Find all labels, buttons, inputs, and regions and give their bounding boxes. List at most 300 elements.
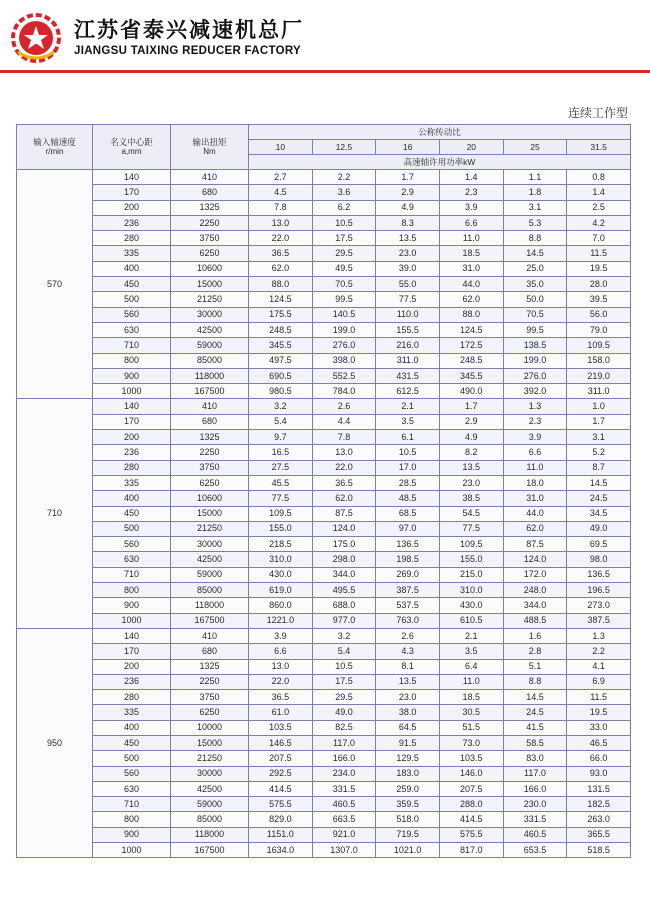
power-cell: 46.5 bbox=[567, 735, 631, 750]
power-cell: 24.5 bbox=[567, 491, 631, 506]
power-cell: 663.5 bbox=[312, 812, 376, 827]
power-cell: 495.5 bbox=[312, 583, 376, 598]
power-cell: 70.5 bbox=[503, 307, 567, 322]
torque-cell: 167500 bbox=[171, 613, 249, 628]
power-cell: 430.0 bbox=[249, 567, 313, 582]
power-cell: 88.0 bbox=[439, 307, 503, 322]
power-cell: 1.3 bbox=[567, 628, 631, 643]
table-row bbox=[17, 215, 631, 230]
center-distance-cell: 335 bbox=[93, 475, 171, 490]
header-center-distance-unit: a,mm bbox=[121, 147, 142, 157]
power-cell: 182.5 bbox=[567, 797, 631, 812]
table-body bbox=[17, 170, 631, 858]
torque-cell: 2250 bbox=[171, 674, 249, 689]
header-output-torque-unit: Nm bbox=[203, 147, 216, 157]
power-cell: 8.3 bbox=[376, 215, 440, 230]
power-cell: 6.6 bbox=[439, 215, 503, 230]
power-cell: 6.4 bbox=[439, 659, 503, 674]
center-distance-cell: 335 bbox=[93, 705, 171, 720]
power-cell: 387.5 bbox=[376, 583, 440, 598]
power-cell: 288.0 bbox=[439, 797, 503, 812]
center-distance-cell: 560 bbox=[93, 766, 171, 781]
power-cell: 1151.0 bbox=[249, 827, 313, 842]
power-cell: 1634.0 bbox=[249, 843, 313, 858]
torque-cell: 118000 bbox=[171, 827, 249, 842]
power-cell: 138.5 bbox=[503, 338, 567, 353]
table-row bbox=[17, 628, 631, 643]
power-cell: 124.0 bbox=[312, 521, 376, 536]
power-cell: 146.5 bbox=[249, 735, 313, 750]
power-cell: 13.0 bbox=[249, 659, 313, 674]
torque-cell: 680 bbox=[171, 644, 249, 659]
power-cell: 4.9 bbox=[439, 430, 503, 445]
torque-cell: 2250 bbox=[171, 445, 249, 460]
torque-cell: 30000 bbox=[171, 307, 249, 322]
power-cell: 2.9 bbox=[376, 185, 440, 200]
power-cell: 109.5 bbox=[439, 537, 503, 552]
power-cell: 980.5 bbox=[249, 384, 313, 399]
power-cell: 0.8 bbox=[567, 170, 631, 185]
center-distance-cell: 560 bbox=[93, 537, 171, 552]
power-cell: 518.0 bbox=[376, 812, 440, 827]
power-cell: 158.0 bbox=[567, 353, 631, 368]
torque-cell: 30000 bbox=[171, 766, 249, 781]
power-cell: 215.0 bbox=[439, 567, 503, 582]
power-cell: 13.0 bbox=[249, 215, 313, 230]
power-cell: 109.5 bbox=[249, 506, 313, 521]
torque-cell: 680 bbox=[171, 185, 249, 200]
power-cell: 36.5 bbox=[312, 475, 376, 490]
power-cell: 36.5 bbox=[249, 690, 313, 705]
power-cell: 17.0 bbox=[376, 460, 440, 475]
power-cell: 688.0 bbox=[312, 598, 376, 613]
power-cell: 73.0 bbox=[439, 735, 503, 750]
power-cell: 31.0 bbox=[503, 491, 567, 506]
center-distance-cell: 236 bbox=[93, 445, 171, 460]
power-cell: 166.0 bbox=[503, 781, 567, 796]
power-cell: 387.5 bbox=[567, 613, 631, 628]
table-row bbox=[17, 460, 631, 475]
power-cell: 4.9 bbox=[376, 200, 440, 215]
power-cell: 1.0 bbox=[567, 399, 631, 414]
power-cell: 3.5 bbox=[376, 414, 440, 429]
power-cell: 91.5 bbox=[376, 735, 440, 750]
power-cell: 124.5 bbox=[439, 322, 503, 337]
power-cell: 6.6 bbox=[503, 445, 567, 460]
power-cell: 19.5 bbox=[567, 261, 631, 276]
center-distance-cell: 1000 bbox=[93, 613, 171, 628]
table-row bbox=[17, 200, 631, 215]
power-cell: 414.5 bbox=[249, 781, 313, 796]
power-cell: 39.5 bbox=[567, 292, 631, 307]
power-cell: 1221.0 bbox=[249, 613, 313, 628]
table-row bbox=[17, 690, 631, 705]
torque-cell: 59000 bbox=[171, 567, 249, 582]
torque-cell: 10600 bbox=[171, 261, 249, 276]
table-row bbox=[17, 812, 631, 827]
power-cell: 29.5 bbox=[312, 690, 376, 705]
table-row bbox=[17, 292, 631, 307]
power-cell: 14.5 bbox=[503, 690, 567, 705]
power-cell: 430.0 bbox=[439, 598, 503, 613]
ratio-header: 10 bbox=[249, 140, 313, 155]
power-cell: 16.5 bbox=[249, 445, 313, 460]
power-cell: 1.4 bbox=[567, 185, 631, 200]
power-cell: 2.6 bbox=[376, 628, 440, 643]
power-cell: 414.5 bbox=[439, 812, 503, 827]
torque-cell: 42500 bbox=[171, 322, 249, 337]
center-distance-cell: 200 bbox=[93, 659, 171, 674]
power-cell: 218.5 bbox=[249, 537, 313, 552]
torque-cell: 21250 bbox=[171, 751, 249, 766]
power-cell: 110.0 bbox=[376, 307, 440, 322]
input-speed-cell: 570 bbox=[17, 170, 93, 399]
power-cell: 136.5 bbox=[567, 567, 631, 582]
power-cell: 817.0 bbox=[439, 843, 503, 858]
center-distance-cell: 170 bbox=[93, 185, 171, 200]
input-speed-cell: 950 bbox=[17, 628, 93, 857]
table-row bbox=[17, 445, 631, 460]
power-cell: 13.5 bbox=[376, 674, 440, 689]
power-cell: 82.5 bbox=[312, 720, 376, 735]
center-distance-cell: 900 bbox=[93, 598, 171, 613]
power-cell: 83.0 bbox=[503, 751, 567, 766]
center-distance-cell: 1000 bbox=[93, 843, 171, 858]
power-cell: 109.5 bbox=[567, 338, 631, 353]
torque-cell: 118000 bbox=[171, 598, 249, 613]
power-cell: 207.5 bbox=[439, 781, 503, 796]
power-cell: 331.5 bbox=[312, 781, 376, 796]
power-cell: 1.7 bbox=[567, 414, 631, 429]
torque-cell: 167500 bbox=[171, 843, 249, 858]
power-cell: 207.5 bbox=[249, 751, 313, 766]
power-cell: 28.0 bbox=[567, 277, 631, 292]
power-cell: 398.0 bbox=[312, 353, 376, 368]
power-cell: 79.0 bbox=[567, 322, 631, 337]
table-row bbox=[17, 766, 631, 781]
power-cell: 8.7 bbox=[567, 460, 631, 475]
table-row bbox=[17, 322, 631, 337]
table-row bbox=[17, 705, 631, 720]
power-cell: 41.5 bbox=[503, 720, 567, 735]
power-cell: 331.5 bbox=[503, 812, 567, 827]
torque-cell: 59000 bbox=[171, 338, 249, 353]
table-row bbox=[17, 598, 631, 613]
torque-cell: 167500 bbox=[171, 384, 249, 399]
power-cell: 8.2 bbox=[439, 445, 503, 460]
torque-cell: 10000 bbox=[171, 720, 249, 735]
power-cell: 155.5 bbox=[376, 322, 440, 337]
power-cell: 136.5 bbox=[376, 537, 440, 552]
power-cell: 219.0 bbox=[567, 368, 631, 383]
power-cell: 8.8 bbox=[503, 231, 567, 246]
power-cell: 25.0 bbox=[503, 261, 567, 276]
table-row bbox=[17, 613, 631, 628]
header-input-speed-label: 输入轴速度 bbox=[33, 136, 76, 147]
power-cell: 199.0 bbox=[312, 322, 376, 337]
torque-cell: 410 bbox=[171, 399, 249, 414]
power-cell: 44.0 bbox=[503, 506, 567, 521]
power-cell: 22.0 bbox=[249, 674, 313, 689]
power-cell: 68.5 bbox=[376, 506, 440, 521]
header-center-distance-label: 名义中心距 bbox=[110, 136, 153, 147]
torque-cell: 59000 bbox=[171, 797, 249, 812]
torque-cell: 6250 bbox=[171, 475, 249, 490]
power-cell: 1.7 bbox=[439, 399, 503, 414]
power-cell: 23.0 bbox=[376, 690, 440, 705]
torque-cell: 410 bbox=[171, 170, 249, 185]
table-row bbox=[17, 384, 631, 399]
duty-type-label: 连续工作型 bbox=[567, 106, 628, 120]
power-cell: 30.5 bbox=[439, 705, 503, 720]
power-cell: 3.5 bbox=[439, 644, 503, 659]
power-cell: 2.5 bbox=[567, 200, 631, 215]
power-cell: 4.1 bbox=[567, 659, 631, 674]
power-cell: 1307.0 bbox=[312, 843, 376, 858]
ratio-header: 31.5 bbox=[567, 140, 631, 155]
power-cell: 344.0 bbox=[503, 598, 567, 613]
power-cell: 311.0 bbox=[567, 384, 631, 399]
power-cell: 146.0 bbox=[439, 766, 503, 781]
power-cell: 490.0 bbox=[439, 384, 503, 399]
torque-cell: 680 bbox=[171, 414, 249, 429]
torque-cell: 15000 bbox=[171, 277, 249, 292]
power-cell: 4.3 bbox=[376, 644, 440, 659]
power-cell: 77.5 bbox=[249, 491, 313, 506]
torque-cell: 30000 bbox=[171, 537, 249, 552]
power-cell: 117.0 bbox=[503, 766, 567, 781]
power-cell: 310.0 bbox=[249, 552, 313, 567]
power-cell: 98.0 bbox=[567, 552, 631, 567]
power-cell: 77.5 bbox=[439, 521, 503, 536]
power-cell: 18.5 bbox=[439, 246, 503, 261]
center-distance-cell: 400 bbox=[93, 491, 171, 506]
power-cell: 11.0 bbox=[439, 674, 503, 689]
table-header bbox=[17, 125, 631, 170]
table-row bbox=[17, 537, 631, 552]
table-row bbox=[17, 751, 631, 766]
power-cell: 3.9 bbox=[503, 430, 567, 445]
power-cell: 77.5 bbox=[376, 292, 440, 307]
power-cell: 36.5 bbox=[249, 246, 313, 261]
power-cell: 45.5 bbox=[249, 475, 313, 490]
center-distance-cell: 450 bbox=[93, 277, 171, 292]
power-cell: 172.5 bbox=[439, 338, 503, 353]
power-cell: 13.5 bbox=[376, 231, 440, 246]
power-cell: 18.5 bbox=[439, 690, 503, 705]
header-input-speed bbox=[17, 125, 93, 170]
power-cell: 276.0 bbox=[503, 368, 567, 383]
torque-cell: 21250 bbox=[171, 521, 249, 536]
power-cell: 5.1 bbox=[503, 659, 567, 674]
power-cell: 22.0 bbox=[312, 460, 376, 475]
power-cell: 34.5 bbox=[567, 506, 631, 521]
power-cell: 6.9 bbox=[567, 674, 631, 689]
table-row bbox=[17, 843, 631, 858]
center-distance-cell: 170 bbox=[93, 644, 171, 659]
center-distance-cell: 710 bbox=[93, 797, 171, 812]
power-cell: 344.0 bbox=[312, 567, 376, 582]
table-row bbox=[17, 399, 631, 414]
power-cell: 49.5 bbox=[312, 261, 376, 276]
torque-cell: 3750 bbox=[171, 231, 249, 246]
center-distance-cell: 800 bbox=[93, 353, 171, 368]
center-distance-cell: 500 bbox=[93, 292, 171, 307]
power-cell: 17.5 bbox=[312, 674, 376, 689]
power-cell: 3.1 bbox=[503, 200, 567, 215]
company-logo-icon bbox=[10, 12, 62, 64]
power-cell: 33.0 bbox=[567, 720, 631, 735]
center-distance-cell: 400 bbox=[93, 720, 171, 735]
power-cell: 11.5 bbox=[567, 246, 631, 261]
torque-cell: 3750 bbox=[171, 690, 249, 705]
power-cell: 49.0 bbox=[312, 705, 376, 720]
header-output-torque bbox=[171, 125, 249, 170]
ratio-header: 16 bbox=[376, 140, 440, 155]
power-cell: 10.5 bbox=[376, 445, 440, 460]
power-cell: 155.0 bbox=[439, 552, 503, 567]
power-cell: 49.0 bbox=[567, 521, 631, 536]
power-cell: 9.7 bbox=[249, 430, 313, 445]
center-distance-cell: 500 bbox=[93, 521, 171, 536]
power-cell: 1021.0 bbox=[376, 843, 440, 858]
torque-cell: 15000 bbox=[171, 506, 249, 521]
power-cell: 13.0 bbox=[312, 445, 376, 460]
power-cell: 276.0 bbox=[312, 338, 376, 353]
power-cell: 175.0 bbox=[312, 537, 376, 552]
power-cell: 17.5 bbox=[312, 231, 376, 246]
table-row bbox=[17, 231, 631, 246]
table-row bbox=[17, 674, 631, 689]
power-cell: 27.5 bbox=[249, 460, 313, 475]
power-cell: 392.0 bbox=[503, 384, 567, 399]
table-row bbox=[17, 659, 631, 674]
power-cell: 199.0 bbox=[503, 353, 567, 368]
center-distance-cell: 400 bbox=[93, 261, 171, 276]
power-cell: 269.0 bbox=[376, 567, 440, 582]
power-cell: 6.2 bbox=[312, 200, 376, 215]
power-cell: 2.3 bbox=[503, 414, 567, 429]
center-distance-cell: 200 bbox=[93, 430, 171, 445]
header-center-distance bbox=[93, 125, 171, 170]
power-cell: 11.5 bbox=[567, 690, 631, 705]
table-row bbox=[17, 353, 631, 368]
power-cell: 69.5 bbox=[567, 537, 631, 552]
power-cell: 2.2 bbox=[312, 170, 376, 185]
center-distance-cell: 280 bbox=[93, 690, 171, 705]
power-cell: 263.0 bbox=[567, 812, 631, 827]
torque-cell: 2250 bbox=[171, 215, 249, 230]
power-cell: 619.0 bbox=[249, 583, 313, 598]
power-cell: 2.9 bbox=[439, 414, 503, 429]
table-row bbox=[17, 552, 631, 567]
ratio-header: 25 bbox=[503, 140, 567, 155]
power-cell: 11.0 bbox=[439, 231, 503, 246]
table-row bbox=[17, 170, 631, 185]
power-cell: 345.5 bbox=[439, 368, 503, 383]
table-row bbox=[17, 827, 631, 842]
power-cell: 88.0 bbox=[249, 277, 313, 292]
center-distance-cell: 335 bbox=[93, 246, 171, 261]
power-cell: 248.5 bbox=[439, 353, 503, 368]
power-cell: 3.9 bbox=[439, 200, 503, 215]
center-distance-cell: 236 bbox=[93, 215, 171, 230]
power-cell: 537.5 bbox=[376, 598, 440, 613]
center-distance-cell: 800 bbox=[93, 583, 171, 598]
power-cell: 6.6 bbox=[249, 644, 313, 659]
power-cell: 273.0 bbox=[567, 598, 631, 613]
power-cell: 166.0 bbox=[312, 751, 376, 766]
center-distance-cell: 200 bbox=[93, 200, 171, 215]
power-cell: 24.5 bbox=[503, 705, 567, 720]
power-cell: 87.5 bbox=[312, 506, 376, 521]
center-distance-cell: 280 bbox=[93, 231, 171, 246]
power-cell: 763.0 bbox=[376, 613, 440, 628]
power-cell: 977.0 bbox=[312, 613, 376, 628]
power-cell: 175.5 bbox=[249, 307, 313, 322]
table-row bbox=[17, 430, 631, 445]
power-cell: 51.5 bbox=[439, 720, 503, 735]
company-name-cn: 江苏省泰兴减速机总厂 bbox=[74, 18, 304, 42]
center-distance-cell: 560 bbox=[93, 307, 171, 322]
power-cell: 6.1 bbox=[376, 430, 440, 445]
torque-cell: 42500 bbox=[171, 552, 249, 567]
center-distance-cell: 630 bbox=[93, 781, 171, 796]
power-cell: 552.5 bbox=[312, 368, 376, 383]
power-cell: 124.5 bbox=[249, 292, 313, 307]
table-row bbox=[17, 567, 631, 582]
ratio-header: 20 bbox=[439, 140, 503, 155]
torque-cell: 118000 bbox=[171, 368, 249, 383]
torque-cell: 15000 bbox=[171, 735, 249, 750]
power-cell: 7.0 bbox=[567, 231, 631, 246]
power-cell: 248.0 bbox=[503, 583, 567, 598]
table-row bbox=[17, 644, 631, 659]
power-cell: 10.5 bbox=[312, 659, 376, 674]
torque-cell: 85000 bbox=[171, 353, 249, 368]
power-cell: 921.0 bbox=[312, 827, 376, 842]
power-cell: 8.1 bbox=[376, 659, 440, 674]
power-cell: 87.5 bbox=[503, 537, 567, 552]
power-cell: 103.5 bbox=[249, 720, 313, 735]
power-cell: 575.5 bbox=[249, 797, 313, 812]
page-header bbox=[0, 0, 650, 68]
table-row bbox=[17, 277, 631, 292]
power-cell: 23.0 bbox=[376, 246, 440, 261]
power-cell: 4.5 bbox=[249, 185, 313, 200]
power-cell: 216.0 bbox=[376, 338, 440, 353]
company-name-en: JIANGSU TAIXING REDUCER FACTORY bbox=[74, 45, 301, 57]
power-cell: 2.3 bbox=[439, 185, 503, 200]
table-row bbox=[17, 246, 631, 261]
torque-cell: 21250 bbox=[171, 292, 249, 307]
power-cell: 8.8 bbox=[503, 674, 567, 689]
power-cell: 3.2 bbox=[249, 399, 313, 414]
center-distance-cell: 500 bbox=[93, 751, 171, 766]
power-cell: 2.1 bbox=[376, 399, 440, 414]
power-cell: 58.5 bbox=[503, 735, 567, 750]
power-cell: 70.5 bbox=[312, 277, 376, 292]
torque-cell: 10600 bbox=[171, 491, 249, 506]
torque-cell: 1325 bbox=[171, 659, 249, 674]
center-distance-cell: 800 bbox=[93, 812, 171, 827]
power-cell: 248.5 bbox=[249, 322, 313, 337]
center-distance-cell: 1000 bbox=[93, 384, 171, 399]
power-cell: 140.5 bbox=[312, 307, 376, 322]
center-distance-cell: 450 bbox=[93, 506, 171, 521]
torque-cell: 6250 bbox=[171, 705, 249, 720]
power-cell: 460.5 bbox=[312, 797, 376, 812]
